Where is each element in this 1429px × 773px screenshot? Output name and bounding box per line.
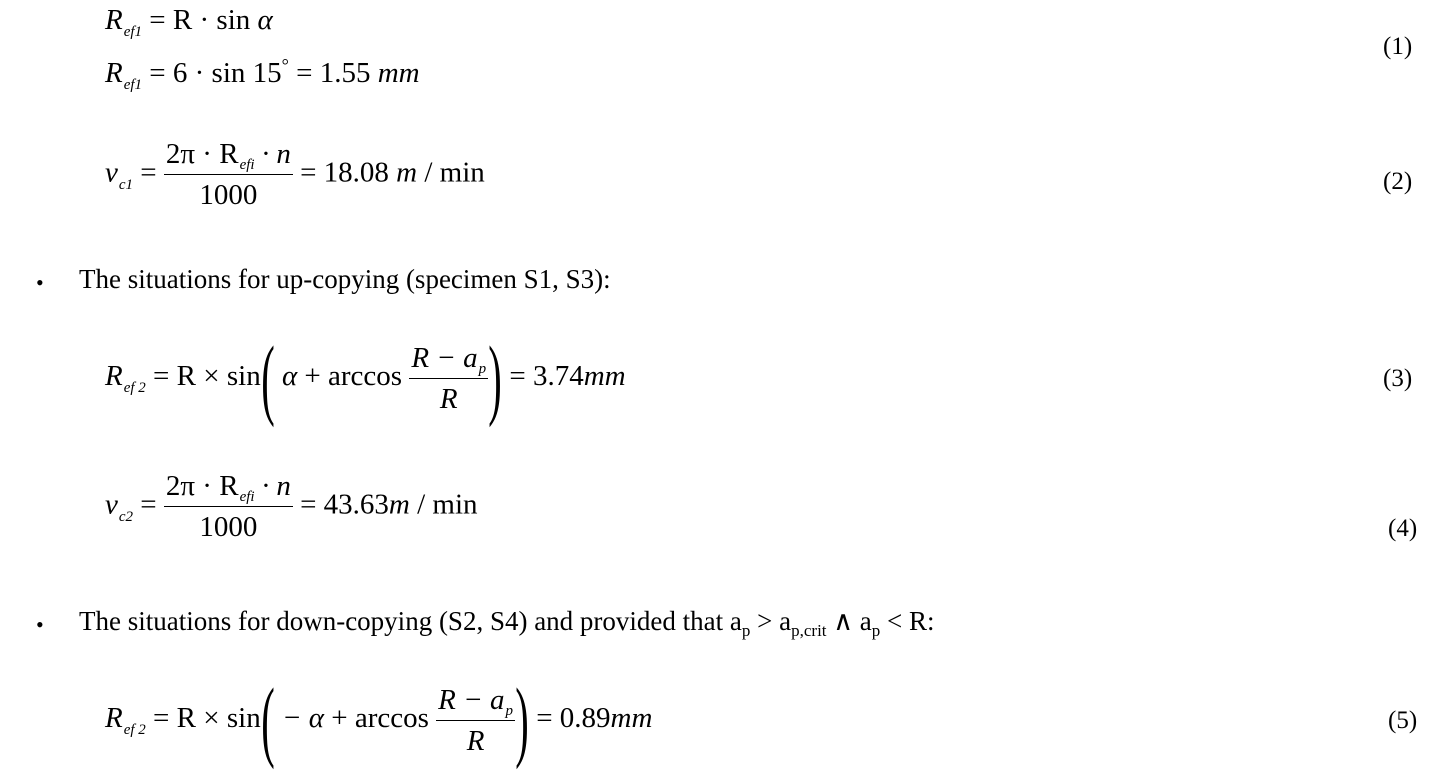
right-paren: ) — [488, 329, 502, 428]
equation-2: $v_{c1}$ = $\frac{2\pi \cdot R_{efi} \cdot n}{1000}$ = 18.08 m / min — [105, 138, 485, 211]
equation-5: $R_{ef 2} = R \times \sin( - \alpha + \arccos$ $\frac{R - a_p}{R}$ ) = 0.89mm — [105, 671, 653, 770]
equation-number-5: (5) — [1388, 707, 1418, 734]
equation-number-3: (3) — [1383, 365, 1413, 392]
left-paren: ( — [260, 329, 275, 428]
bullet-1-text: The situations for up-copying (specimen S1, S3): — [79, 264, 611, 294]
right-paren: ) — [515, 671, 529, 770]
equation-3: $R_{ef 2} = R \times \sin$( α + arccos $\frac{R - a_p}{R}$ ) = 3.74mm — [105, 329, 626, 428]
equation-number-1: (1) — [1383, 33, 1413, 60]
equation-1-line-2: $R_{ef1} = 6 \cdot \sin 15^\circ = 1.55$ mm — [105, 55, 420, 93]
fraction-5: $\frac{R - a_p}{R}$ — [438, 683, 513, 757]
equation-1-line-1: $R_{ef1} = R \cdot \sin \alpha$ — [105, 4, 273, 40]
equation-4: $v_{c2}$ = $\frac{2\pi \cdot R_{efi} \cdot n}{1000}$ = 43.63m / min — [105, 470, 478, 543]
left-paren: ( — [260, 671, 275, 770]
fraction-4: $\frac{2\pi \cdot R_{efi} \cdot n}{1000}$ — [165, 470, 291, 543]
equation-number-4: (4) — [1388, 515, 1418, 542]
equation-number-2: (2) — [1383, 168, 1413, 195]
bullet-1-symbol: • — [36, 270, 44, 295]
bullet-2-text: The situations for down-copying (S2, S4) and provided that $a_p > a_{p,crit}$ ∧ $a_p < R$: — [79, 606, 935, 640]
bullet-2-symbol: • — [36, 612, 44, 637]
fraction-3: $\frac{R - a_p}{R}$ — [411, 341, 487, 415]
fraction-2: $\frac{2\pi \cdot R_{efi} \cdot n}{1000}$ — [165, 138, 291, 211]
